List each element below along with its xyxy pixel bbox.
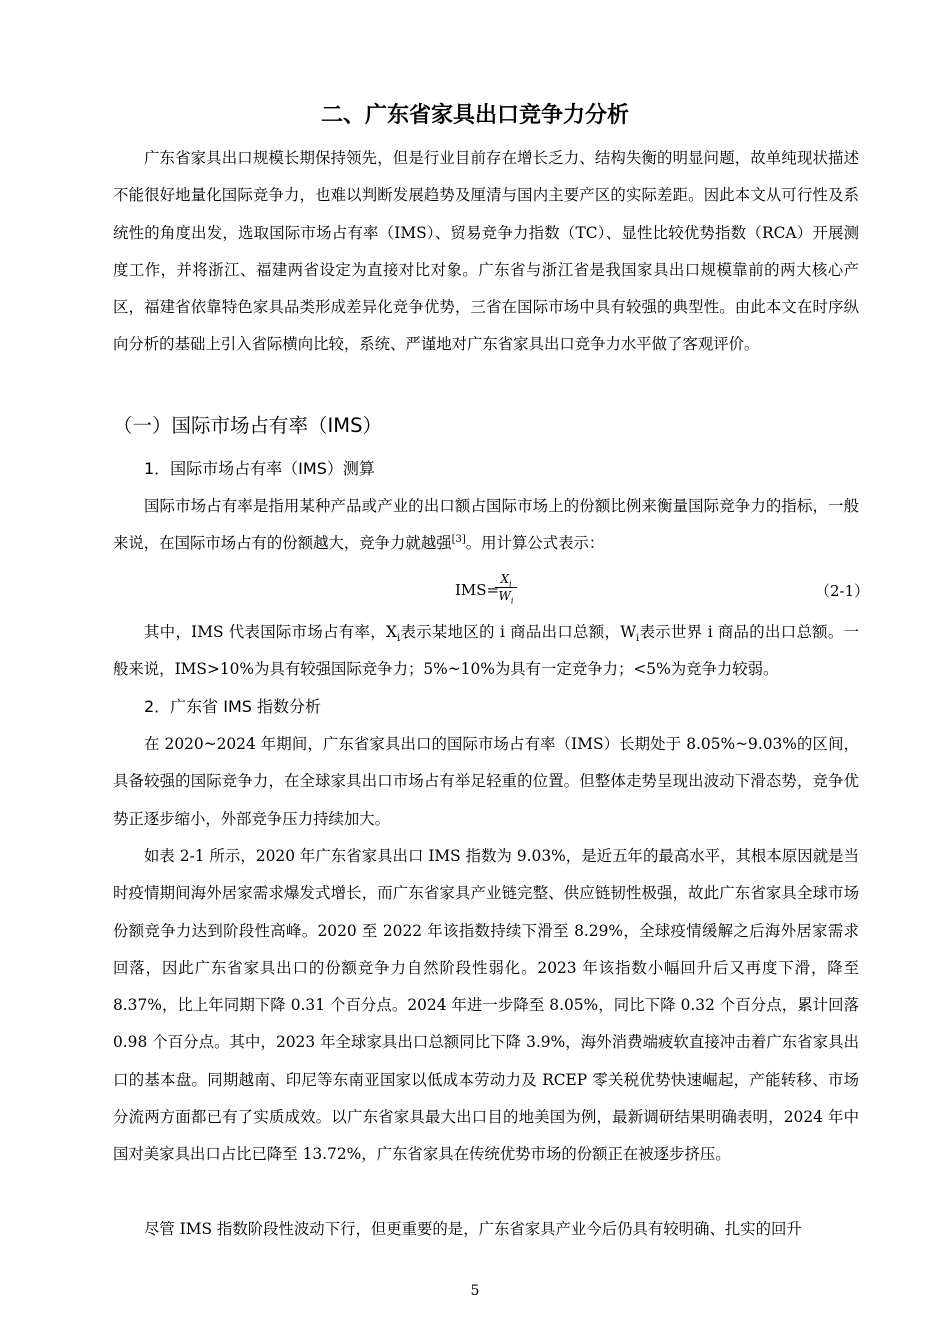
section-title: 二、广东省家具出口竞争力分析 (320, 103, 629, 128)
gd-ims-paragraph-3: 尽管 IMS 指数阶段性波动下行，但更重要的是，广东省家具产业今后仍具有较明确、扎实的回升 (144, 1220, 802, 1238)
subsection-heading-gd-ims: 2．广东省 IMS 指数分析 (144, 697, 322, 716)
gd-ims-paragraph-2: 如表 2-1 所示，2020 年广东省家具出口 IMS 指数为 9.03%，是近五年的最高水平，其根本原因就是当时疫情期间海外居家需求爆发式增长，而广东省家具产业链完整、供应链韧性极强，故此广东省家具全球市场份额竞争力达到阶段性高峰。2020 至 2022 年该指数持续下滑至 8.29%，全球疫情缓解之后海外居家需求回落，因此广东省家具出口的份额竞争力自然阶段性弱化。2023 年该指数小幅回升后又再度下滑，降至 8.37%，比上年同期下降 0.31 个百分点。2024 年进一步降至 8.05%，同比下降 0.32 个百分点，累计回落 0.98 个百分点。其中，2023 年全球家具出口总额同比下降 3.9%，海外消费端疲软直接冲击着广东省家具出口的基本盘。同期越南、印尼等东南亚国家以低成本劳动力及 RCEP 零关税优势快速崛起，产能转移、市场分流两方面都已有了实质成效。以广东省家具最大出口目的地美国为例，最新调研结果明确表明，2024 年中国对美家具出口占比已降至 13.72%，广东省家具在传统优势市场的份额正在被逐步挤压。 (113, 847, 859, 1164)
section-heading-ims: （一）国际市场占有率（IMS） (113, 414, 382, 437)
ims-definition-paragraph (113, 488, 859, 563)
ims-definition-tail: 。用计算公式表示： (465, 534, 605, 553)
intro-paragraph: 广东省家具出口规模长期保持领先，但是行业目前存在增长乏力、结构失衡的明显问题，故单纯现状描述不能很好地量化国际竞争力，也难以判断发展趋势及厘清与国内主要产区的实际差距。因此本文从可行性及系统性的角度出发，选取国际市场占有率（IMS）、贸易竞争力指数（TC）、显性比较优势指数（RCA）开展测度工作，并将浙江、福建两省设定为直接对比对象。广东省与浙江省是我国家具出口规模靠前的两大核心产区，福建省依靠特色家具品类形成差异化竞争优势，三省在国际市场中具有较强的典型性。由此本文在时序纵向分析的基础上引入省际横向比较，系统、严谨地对广东省家具出口竞争力水平做了客观评价。 (113, 149, 859, 354)
formula-numerator: $X_i$ (500, 572, 512, 589)
citation-ref: [3] (451, 534, 466, 546)
formula-lhs: IMS= (455, 581, 500, 599)
formula-fraction (495, 572, 517, 606)
equation-number: （2-1） (815, 582, 870, 600)
ims-definition-text: 国际市场占有率是指用某种产品或产业的出口额占国际市场上的份额比例来衡量国际竞争力的指标，一般来说，在国际市场占有的份额越大，竞争力就越强 (113, 497, 859, 553)
subsection-heading-ims-calc: 1．国际市场占有率（IMS）测算 (144, 459, 375, 478)
fraction-bar (495, 587, 517, 588)
page-number: 5 (470, 1283, 480, 1299)
formula-denominator: $W_i$ (498, 589, 514, 606)
gd-ims-paragraph-1: 在 2020~2024 年期间，广东省家具出口的国际市场占有率（IMS）长期处于 8.05%~9.03%的区间，具备较强的国际竞争力，在全球家具出口市场占有举足轻重的位置。但整体走势呈现出波动下滑态势，竞争优势正逐步缩小，外部竞争压力持续加大。 (113, 735, 859, 828)
ims-variables-paragraph: 其中，IMS 代表国际市场占有率，$X_i$表示某地区的 i 商品出口总额，$W_i$表示世界 i 商品的出口总额。一般来说，IMS>10%为具有较强国际竞争力；5%~10%为具有一定竞争力；<5%为竞争力较弱。 (113, 623, 859, 679)
